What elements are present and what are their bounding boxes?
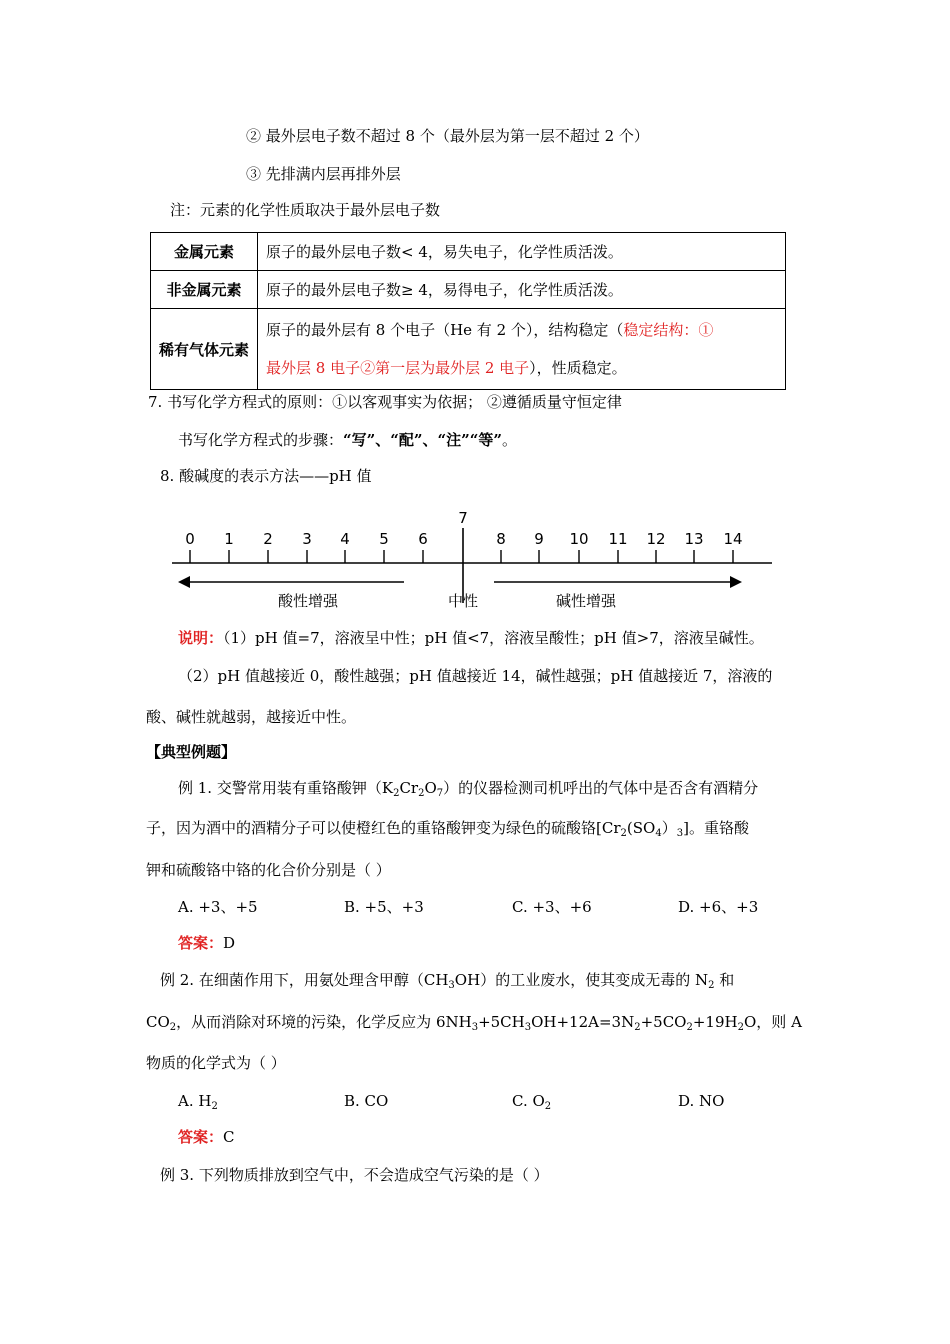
item8-title: 8. 酸碱度的表示方法——pH 值 [160, 467, 372, 485]
ex3-line1: 例 3. 下列物质排放到空气中，不会造成空气污染的是（ ） [160, 1166, 549, 1184]
ex2-answer: 答案：C [178, 1128, 235, 1146]
metal-desc: 原子的最外层电子数< 4，易失电子，化学性质活泼。 [258, 233, 786, 271]
ex1-line2: 子，因为酒中的酒精分子可以使橙红色的重铬酸钾变为绿色的硫酸铬$[Cr_2(SO_4)_3]$。重铬酸 [146, 819, 749, 839]
table-row [151, 309, 786, 390]
ph-tick-label: 11 [608, 530, 628, 548]
ph-tick-label: 14 [723, 530, 743, 548]
noble-desc-red2: 最外层 8 电子②第一层为最外层 2 电子 [266, 359, 530, 377]
ph-tick-label: 0 [185, 530, 195, 548]
ex1-answer: 答案：D [178, 934, 236, 952]
ex1-option-b: B. +5、+3 [344, 898, 424, 916]
ph-scale [172, 508, 782, 616]
ex1-line1: 例 1. 交警常用装有重铬酸钾$(K_2Cr_2O_7)$的仪器检测司机呼出的气体中是否含有酒精分 [178, 779, 759, 799]
ph-tick-label: 8 [496, 530, 506, 548]
ex1-option-a: A. +3、+5 [178, 898, 258, 916]
explanation-3: 酸、碱性就越弱，越接近中性。 [146, 708, 357, 726]
table-row [151, 233, 786, 271]
nonmetal-desc: 原子的最外层电子数≥ 4，易得电子，化学性质活泼。 [258, 271, 786, 309]
ex2-line1: 例 2. 在细菌作用下，用氨处理含甲醇$(CH_3OH)$的工业废水，使其变成无毒的 $N_2$ 和 [160, 971, 735, 991]
ph-tick-label: 4 [340, 530, 350, 548]
element-table [150, 232, 786, 390]
ph-tick-label: 6 [418, 530, 428, 548]
ex1-line3: 钾和硫酸铬中铬的化合价分别是（ ） [146, 861, 391, 879]
steps-label: 书写化学方程式的步骤： [178, 431, 344, 449]
acid-label: 酸性增强 [277, 592, 339, 610]
noble-desc-suffix: ），性质稳定。 [529, 359, 627, 377]
ex2-line3: 物质的化学式为（ ） [146, 1054, 286, 1072]
explanation-1: 说明：（1）pH 值=7，溶液呈中性；pH 值<7，溶液呈酸性；pH 值>7，溶液呈碱性。 [178, 629, 764, 647]
ex1-option-d: D. +6、+3 [678, 898, 759, 916]
examples-heading: 【典型例题】 [146, 743, 237, 761]
ph-tick-label: 9 [534, 530, 544, 548]
ex2-line2: $CO_2$，从而消除对环境的污染，化学反应为 $6NH_3+5CH_3OH+12A=3N_2+5CO_2+19H_2O$，则 A [146, 1013, 802, 1033]
noble-desc [258, 309, 786, 390]
rule-2: ② 最外层电子数不超过 8 个（最外层为第一层不超过 2 个） [246, 127, 649, 145]
neutral-label: 中性 [447, 592, 479, 610]
metal-label: 金属元素 [151, 233, 258, 271]
ex1-option-c: C. +3、+6 [512, 898, 592, 916]
acid-arrowhead [178, 576, 190, 588]
ph-tick-label: 5 [379, 530, 389, 548]
steps-bold: “写”、“配”、“注”“等” [343, 431, 503, 449]
item7-steps [178, 430, 517, 450]
explanation-label: 说明： [178, 629, 224, 647]
item7-principle: 7. 书写化学方程式的原则：①以客观事实为依据； ②遵循质量守恒定律 [148, 393, 622, 411]
steps-end: 。 [502, 431, 518, 449]
note: 注：元素的化学性质取决于最外层电子数 [170, 201, 441, 219]
ph-tick-label: 3 [302, 530, 312, 548]
noble-label: 稀有气体元素 [151, 309, 258, 390]
ph-tick-label: 1 [224, 530, 234, 548]
noble-desc-red1: 稳定结构：① [623, 321, 714, 339]
ph-tick-label: 2 [263, 530, 273, 548]
base-label: 碱性增强 [555, 592, 617, 610]
nonmetal-label: 非金属元素 [151, 271, 258, 309]
noble-desc-prefix: 原子的最外层有 8 个电子（He 有 2 个），结构稳定（ [266, 321, 624, 339]
ex2-option-a: A. $H_2$ [178, 1092, 218, 1112]
table-row [151, 271, 786, 309]
ex2-option-b: B. CO [344, 1092, 389, 1110]
explanation-2: （2）pH 值越接近 0，酸性越强；pH 值越接近 14，碱性越强；pH 值越接近 7，溶液的 [178, 667, 773, 685]
rule-3: ③ 先排满内层再排外层 [246, 165, 401, 183]
ph-tick-label: 12 [646, 530, 666, 548]
ph-tick-label: 7 [458, 509, 468, 527]
ex2-option-d: D. NO [678, 1092, 725, 1110]
ph-tick-label: 13 [684, 530, 704, 548]
ex2-option-c: C. $O_2$ [512, 1092, 552, 1112]
ph-tick-label: 10 [569, 530, 589, 548]
base-arrowhead [730, 576, 742, 588]
